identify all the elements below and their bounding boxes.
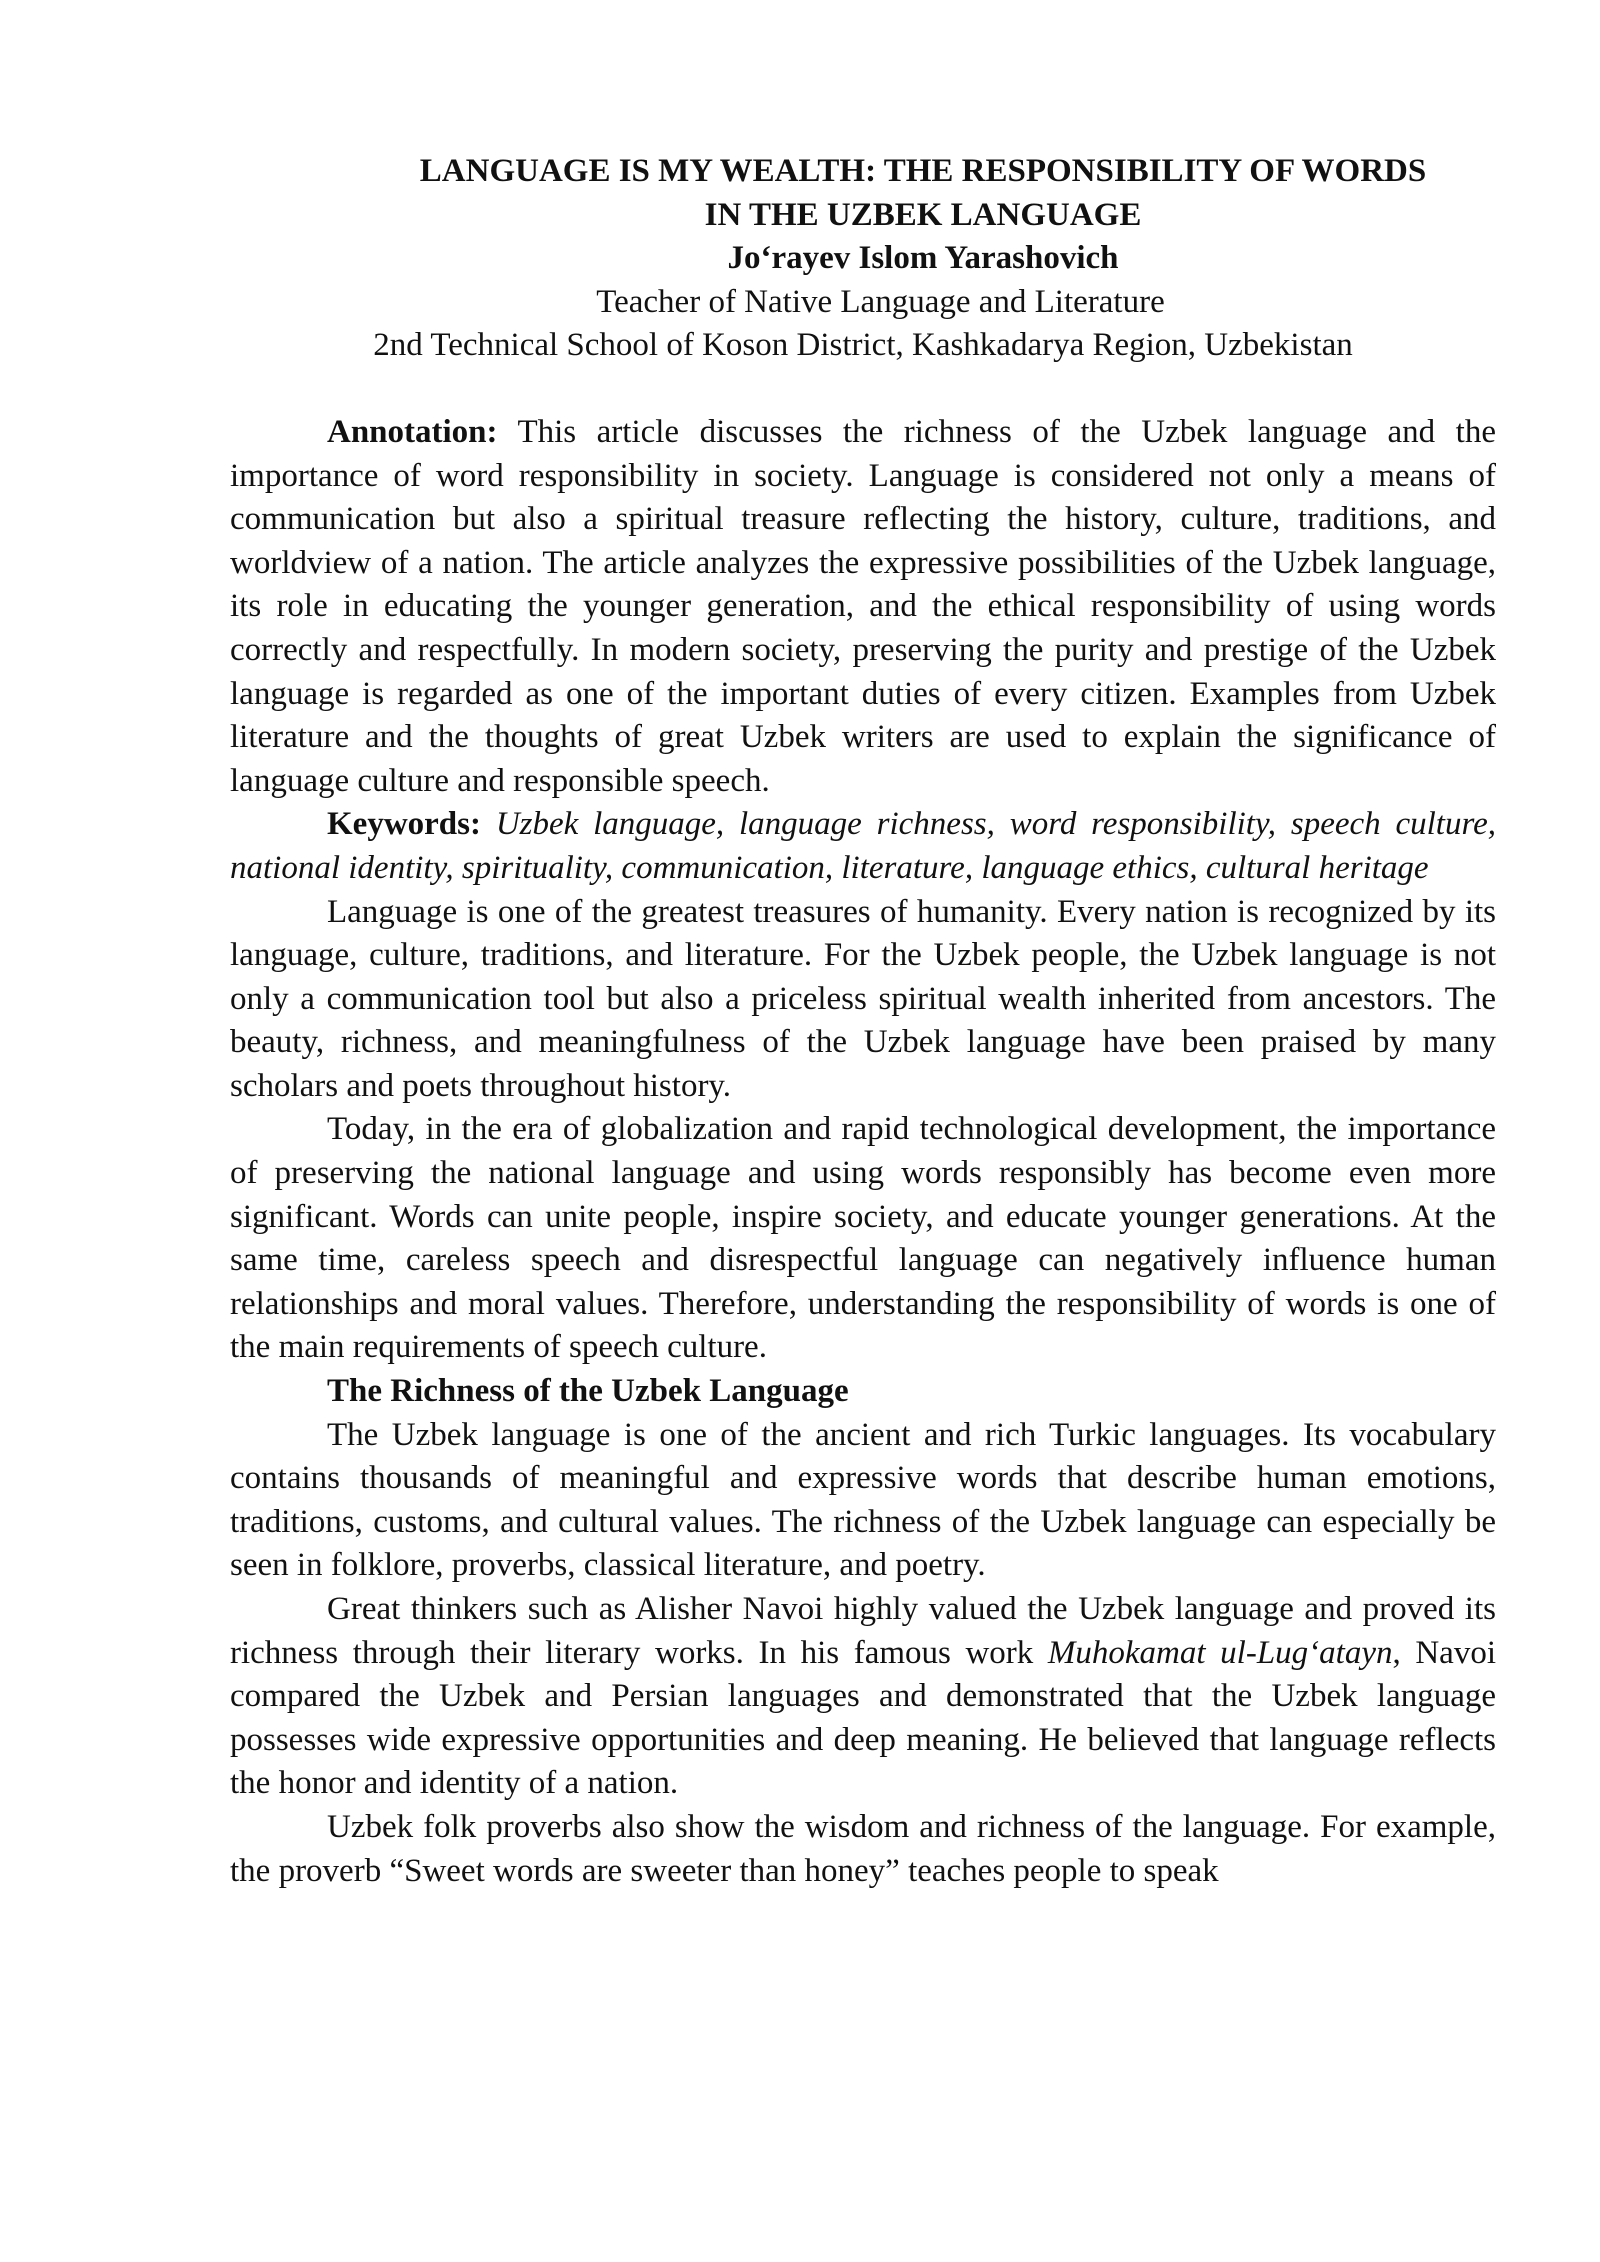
work-title: Muhokamat ul-Lug‘atayn: [1047, 1634, 1393, 1671]
paragraph-4-text-a: Great thinkers such as Alisher Navoi highly valued the Uzbek language and proved its richness through their literary works. In his famous work: [230, 1591, 1496, 1671]
body-paragraph-2: Today, in the era of globalization and rapid technological development, the importance of preserving the national language and using words responsibly has become even more significant. Words can unite people, inspire society, and educate younger generations. At the same time, careless speech and disrespectful language can negatively influence human relationships and moral values. Therefore, understanding the responsibility of words is one of the main requirements of speech culture.: [230, 1111, 1496, 1366]
keywords-label: Keywords:: [327, 806, 481, 843]
keywords-text: Uzbek language, language richness, word responsibility, speech culture, national identity, spirituality, communication, literature, language ethics, cultural heritage: [230, 806, 1496, 886]
article-title-line-2: IN THE UZBEK LANGUAGE: [704, 196, 1142, 233]
body-paragraph-4: [230, 1588, 1496, 1806]
annotation-paragraph: [230, 411, 1496, 803]
body-paragraph-5: Uzbek folk proverbs also show the wisdom and richness of the language. For example, the proverb “Sweet words are sweeter than honey” teaches people to speak: [230, 1808, 1496, 1889]
author-name: Jo‘rayev Islom Yarashovich: [727, 240, 1119, 277]
section-heading: The Richness of the Uzbek Language: [327, 1373, 849, 1410]
annotation-label: Annotation:: [327, 413, 498, 450]
keywords-paragraph: [230, 803, 1496, 890]
document-page: [230, 150, 1496, 1893]
annotation-text: This article discusses the richness of the Uzbek language and the importance of word responsibility in society. Language is considered not only a means of communication but also a spiritual treasure reflecting the history, culture, traditions, and worldview of a nation. The article analyzes the expressive possibilities of the Uzbek language, its role in educating the younger generation, and the ethical responsibility of using words correctly and respectfully. In modern society, preserving the purity and prestige of the Uzbek language is regarded as one of the important duties of every citizen. Examples from Uzbek literature and the thoughts of great Uzbek writers are used to explain the significance of language culture and responsible speech.: [230, 413, 1496, 799]
spacer: [230, 368, 1496, 411]
author-position: Teacher of Native Language and Literature: [596, 283, 1165, 320]
paragraph-4-text-b: , Navoi compared the Uzbek and Persian languages and demonstrated that the Uzbek language possesses wide expressive opportunities and deep meaning. He believed that language reflects the honor and identity of a nation.: [230, 1634, 1496, 1802]
body-paragraph-1: Language is one of the greatest treasures of humanity. Every nation is recognized by its language, culture, traditions, and literature. For the Uzbek people, the Uzbek language is not only a communication tool but also a priceless spiritual wealth inherited from ancestors. The beauty, richness, and meaningfulness of the Uzbek language have been praised by many scholars and poets throughout history.: [230, 893, 1496, 1104]
article-title-line-1: LANGUAGE IS MY WEALTH: THE RESPONSIBILITY OF WORDS: [419, 153, 1427, 189]
body-paragraph-3: The Uzbek language is one of the ancient and rich Turkic languages. Its vocabulary contains thousands of meaningful and expressive words that describe human emotions, traditions, customs, and cultural values. The richness of the Uzbek language can especially be seen in folklore, proverbs, classical literature, and poetry.: [230, 1416, 1496, 1584]
author-institution: 2nd Technical School of Koson District, Kashkadarya Region, Uzbekistan: [373, 327, 1353, 364]
